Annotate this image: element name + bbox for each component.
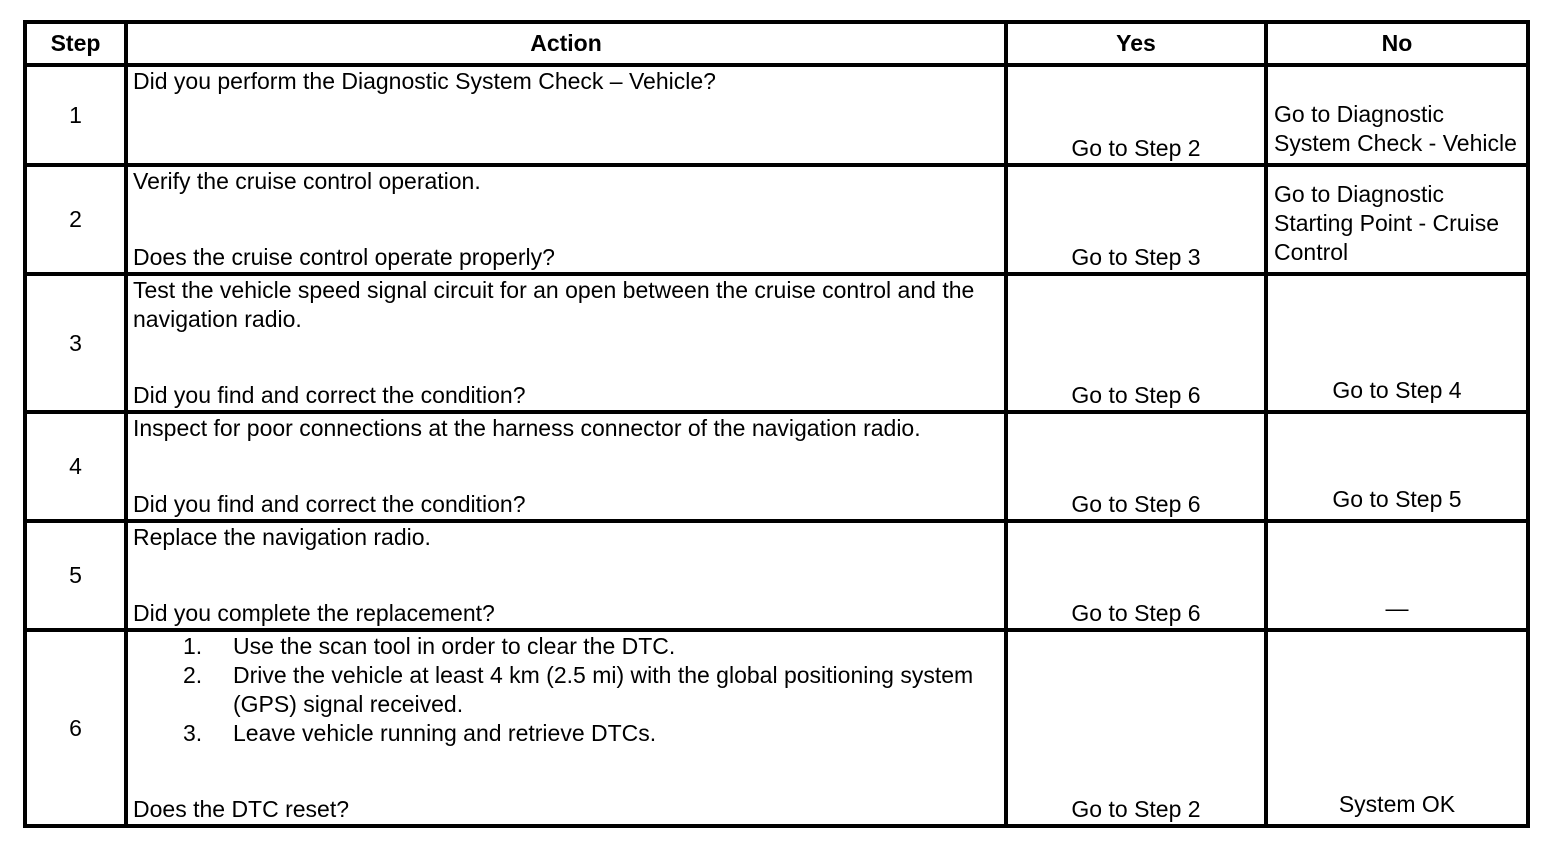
header-no: No xyxy=(1266,22,1528,65)
step-number: 4 xyxy=(25,412,126,521)
table-row xyxy=(25,412,1528,521)
list-item-number: 3. xyxy=(183,720,203,746)
yes-cell: Go to Step 6 xyxy=(1006,521,1266,630)
header-action: Action xyxy=(126,22,1006,65)
table-row xyxy=(25,274,1528,412)
action-instruction: Verify the cruise control operation. xyxy=(133,168,481,194)
action-instruction: Did you perform the Diagnostic System Check – Vehicle? xyxy=(133,68,716,94)
action-cell xyxy=(126,165,1006,274)
action-cell xyxy=(126,521,1006,630)
yes-cell: Go to Step 3 xyxy=(1006,165,1266,274)
action-question: Did you complete the replacement? xyxy=(133,600,495,626)
yes-cell: Go to Step 6 xyxy=(1006,412,1266,521)
table-row xyxy=(25,165,1528,274)
action-instruction: Inspect for poor connections at the harness connector of the navigation radio. xyxy=(133,415,921,441)
no-cell: — xyxy=(1266,521,1528,630)
yes-cell: Go to Step 2 xyxy=(1006,65,1266,165)
no-cell: Go to Diagnostic System Check - Vehicle xyxy=(1266,65,1528,165)
action-instruction: Test the vehicle speed signal circuit for an open between the cruise control and the navigation radio. xyxy=(133,277,975,332)
action-question: Did you find and correct the condition? xyxy=(133,382,526,408)
list-item xyxy=(183,719,999,748)
action-question: Does the DTC reset? xyxy=(133,796,350,822)
action-cell xyxy=(126,630,1006,826)
yes-cell: Go to Step 6 xyxy=(1006,274,1266,412)
no-cell: Go to Diagnostic Starting Point - Cruise Control xyxy=(1266,165,1528,274)
header-step: Step xyxy=(25,22,126,65)
list-item-text: Leave vehicle running and retrieve DTCs. xyxy=(233,720,657,746)
action-instruction: Replace the navigation radio. xyxy=(133,524,431,550)
action-question: Does the cruise control operate properly? xyxy=(133,244,555,270)
no-cell: Go to Step 5 xyxy=(1266,412,1528,521)
action-cell xyxy=(126,412,1006,521)
action-cell xyxy=(126,274,1006,412)
table-row xyxy=(25,65,1528,165)
action-cell xyxy=(126,65,1006,165)
diagnostic-table xyxy=(23,20,1530,828)
step-number: 3 xyxy=(25,274,126,412)
yes-cell: Go to Step 2 xyxy=(1006,630,1266,826)
step-number: 5 xyxy=(25,521,126,630)
table-row xyxy=(25,521,1528,630)
list-item-number: 1. xyxy=(183,633,203,659)
list-item xyxy=(183,661,999,719)
diagnostic-page xyxy=(23,20,1526,824)
action-question: Did you find and correct the condition? xyxy=(133,491,526,517)
header-row xyxy=(25,22,1528,65)
step-number: 2 xyxy=(25,165,126,274)
header-yes: Yes xyxy=(1006,22,1266,65)
no-cell: System OK xyxy=(1266,630,1528,826)
action-steps-list xyxy=(133,632,999,748)
step-number: 6 xyxy=(25,630,126,826)
list-item-text: Use the scan tool in order to clear the DTC. xyxy=(233,633,676,659)
list-item-number: 2. xyxy=(183,662,203,688)
no-cell: Go to Step 4 xyxy=(1266,274,1528,412)
step-number: 1 xyxy=(25,65,126,165)
list-item-text: Drive the vehicle at least 4 km (2.5 mi) with the global positioning system (GPS) signal received. xyxy=(233,662,974,717)
list-item xyxy=(183,632,999,661)
table-row xyxy=(25,630,1528,826)
